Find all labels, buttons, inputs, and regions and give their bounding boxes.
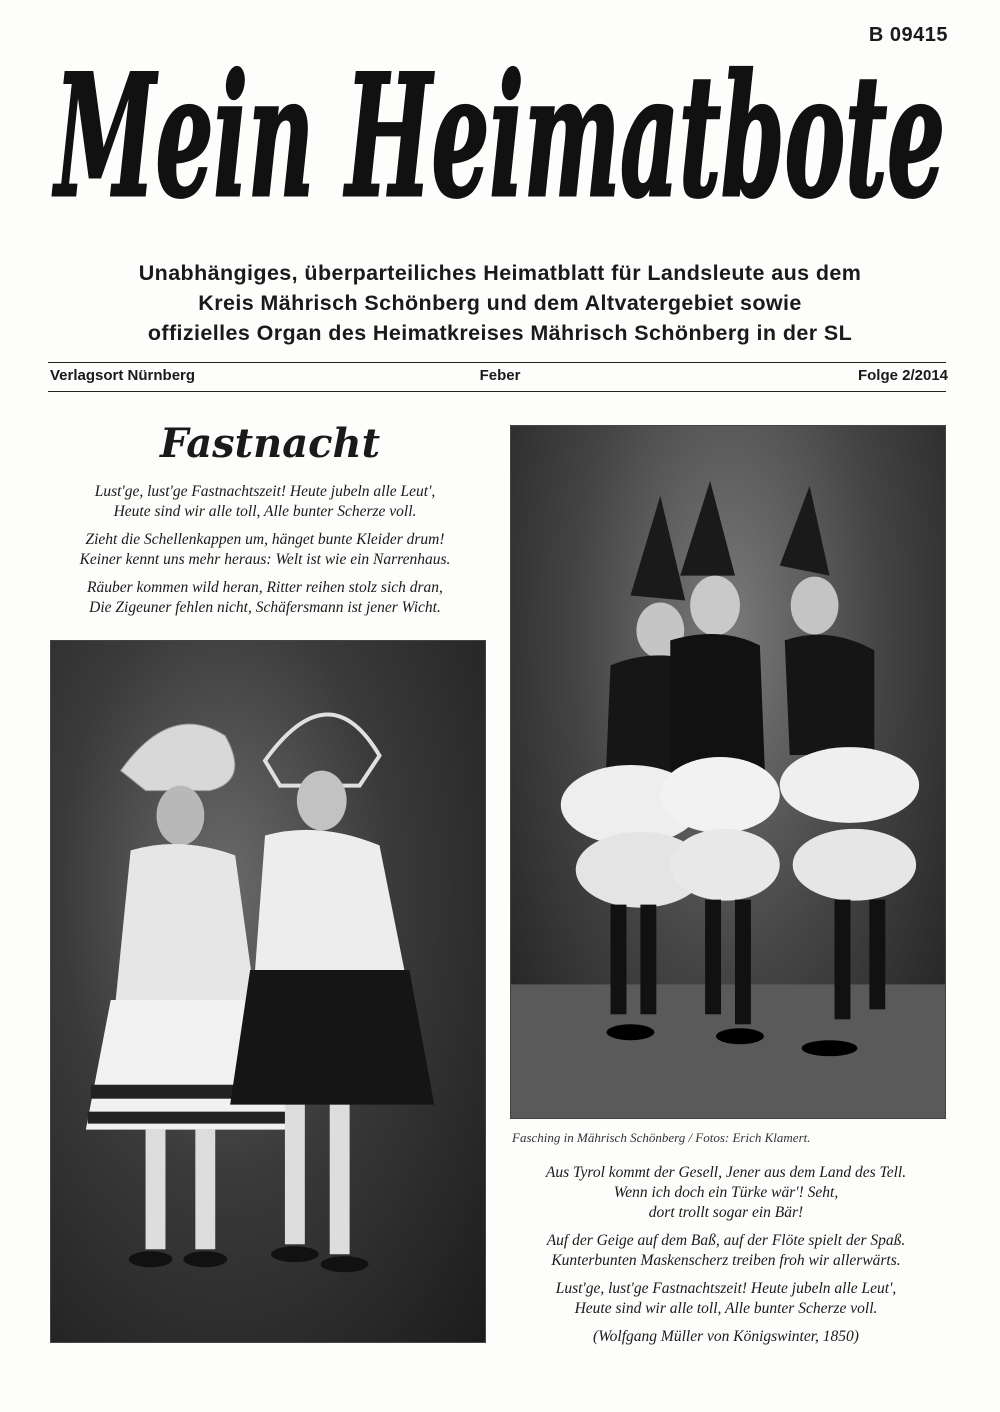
verse-line: Lust'ge, lust'ge Fastnachtszeit! Heute jubeln alle Leut',: [555, 1280, 897, 1297]
masthead-title: Mein Heimatbote: [52, 37, 946, 235]
verse-line: Auf der Geige auf dem Baß, auf der Flöte spielt der Spaß.: [546, 1232, 906, 1249]
divider: [48, 362, 946, 363]
subtitle: [40, 258, 960, 348]
verse-line: Aus Tyrol kommt der Gesell, Jener aus dem Land des Tell.: [545, 1164, 907, 1181]
subtitle-line: Unabhängiges, überparteiliches Heimatblatt für Landsleute aus dem: [138, 261, 862, 285]
verse-line: dort trollt sogar ein Bär!: [648, 1204, 804, 1221]
subtitle-line: offizielles Organ des Heimatkreises Mährisch Schönberg in der SL: [147, 321, 853, 345]
verse-line: Heute sind wir alle toll, Alle bunter Scherze voll.: [574, 1300, 878, 1317]
stanza: [506, 1231, 946, 1271]
publication-place: Verlagsort Nürnberg: [50, 367, 196, 384]
subtitle-line: Kreis Mährisch Schönberg und dem Altvatergebiet sowie: [198, 291, 802, 315]
verse-line: Räuber kommen wild heran, Ritter reihen stolz sich dran,: [87, 579, 443, 596]
verse-line: Keiner kennt uns mehr heraus: Welt ist wie ein Narrenhaus.: [79, 551, 451, 568]
verse-line: Kunterbunten Maskenscherz treiben froh wir allerwärts.: [551, 1252, 901, 1269]
publication-month: Feber: [479, 367, 521, 384]
photo-three-jesters: [510, 425, 946, 1119]
verse-line: Die Zigeuner fehlen nicht, Schäfersmann ist jener Wicht.: [89, 599, 441, 616]
divider: [48, 391, 946, 392]
verse-line: Lust'ge, lust'ge Fastnachtszeit! Heute jubeln alle Leut',: [94, 483, 436, 500]
stanza: [50, 482, 480, 522]
stanza: [50, 578, 480, 618]
masthead-logo: [40, 30, 960, 250]
publication-code: B 09415: [868, 24, 948, 46]
stanza: [506, 1279, 946, 1319]
verse-line: Zieht die Schellenkappen um, hänget bunte Kleider drum!: [85, 531, 445, 548]
poem-attribution: (Wolfgang Müller von Königswinter, 1850): [593, 1328, 859, 1345]
poem-title: Fastnacht: [160, 420, 381, 467]
photo-illustration: [51, 641, 485, 1342]
stanza: [50, 530, 480, 570]
photo-two-women-costumes: [50, 640, 486, 1343]
verse-line: Wenn ich doch ein Türke wär'! Seht,: [613, 1184, 839, 1201]
poem-left-column: [50, 482, 480, 626]
issue-number: Folge 2/2014: [857, 367, 948, 384]
poem-right-column: [506, 1163, 946, 1347]
photo-caption: Fasching in Mährisch Schönberg / Fotos: Erich Klamert.: [512, 1130, 811, 1145]
verse-line: Heute sind wir alle toll, Alle bunter Scherze voll.: [113, 503, 417, 520]
photo-illustration: [511, 426, 945, 1118]
stanza: [506, 1163, 946, 1223]
